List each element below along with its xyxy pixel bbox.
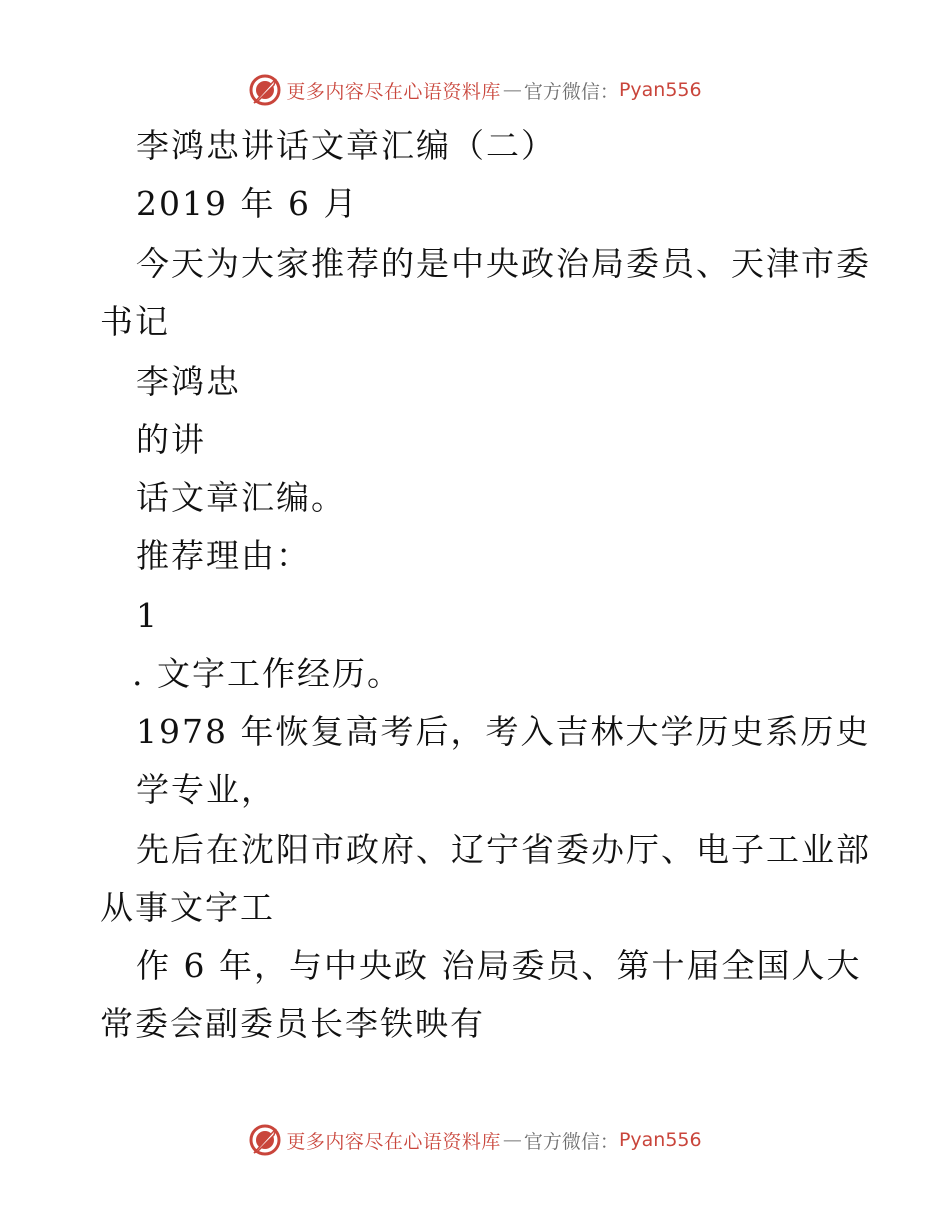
paragraph-line: . 文字工作经历。 bbox=[132, 654, 402, 693]
paragraph-line: 1 bbox=[136, 596, 159, 635]
paragraph-line: 今天为大家推荐的是中央政治局委员、天津市委 bbox=[136, 244, 871, 283]
watermark-separator: — bbox=[502, 1129, 522, 1151]
paragraph-line: 推荐理由： bbox=[136, 536, 311, 575]
quill-logo-icon bbox=[248, 1123, 282, 1157]
watermark-text: 更多内容尽在心语资料库 bbox=[286, 1130, 501, 1153]
paragraph-line: 常委会副委员长李铁映有 bbox=[100, 1004, 485, 1043]
document-title: 李鸿忠讲话文章汇编（二） bbox=[136, 126, 556, 165]
paragraph-line: 书记 bbox=[100, 302, 170, 341]
paragraph-line: 作 6 年，与中央政 治局委员、第十届全国人大 bbox=[136, 946, 862, 985]
paragraph-line: 先后在沈阳市政府、辽宁省委办厅、电子工业部 bbox=[136, 830, 871, 869]
paragraph-line: 李鸿忠 bbox=[136, 362, 241, 401]
watermark-text: 更多内容尽在心语资料库 bbox=[286, 80, 501, 103]
watermark-wechat-id: Pyan556 bbox=[618, 79, 702, 101]
paragraph-line: 话文章汇编。 bbox=[136, 478, 346, 517]
watermark-wechat-id: Pyan556 bbox=[618, 1129, 702, 1151]
footer-watermark bbox=[0, 1120, 950, 1160]
watermark-label: 官方微信： bbox=[523, 80, 619, 103]
watermark-separator: — bbox=[502, 79, 522, 101]
paragraph-line: 从事文字工 bbox=[100, 888, 275, 927]
document-date: 2019 年 6 月 bbox=[136, 184, 359, 223]
paragraph-line: 的讲 bbox=[136, 420, 206, 459]
watermark-label: 官方微信： bbox=[523, 1130, 619, 1153]
paragraph-line: 1978 年恢复高考后，考入吉林大学历史系历史 bbox=[136, 712, 871, 751]
paragraph-line: 学专业， bbox=[136, 770, 276, 809]
